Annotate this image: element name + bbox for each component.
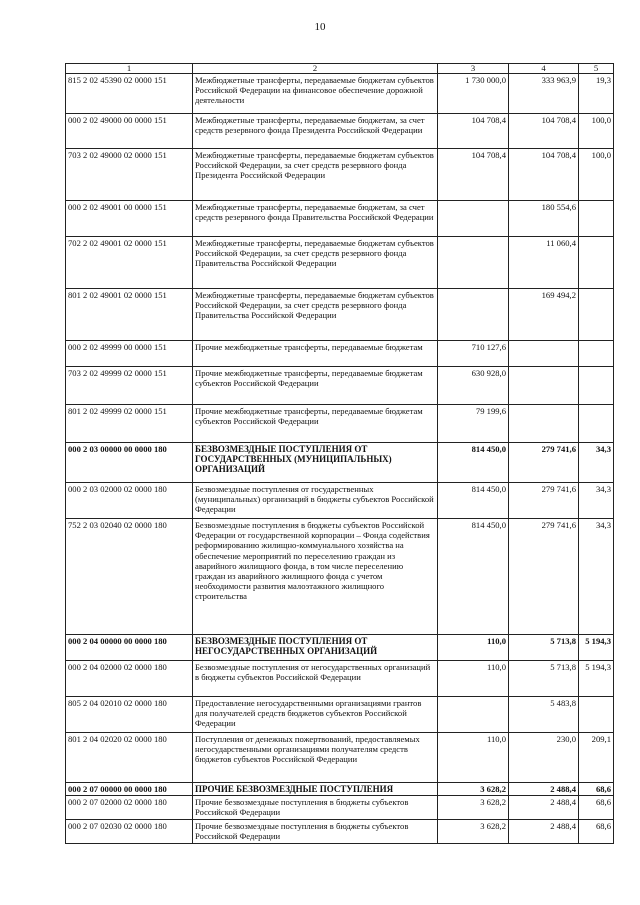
percent-cell <box>579 201 614 237</box>
planned-amount-cell <box>438 289 509 341</box>
planned-amount-cell: 3 628,2 <box>438 820 509 844</box>
planned-amount-cell: 3 628,2 <box>438 783 509 796</box>
description-cell: БЕЗВОЗМЕЗДНЫЕ ПОСТУПЛЕНИЯ ОТ ГОСУДАРСТВЕННЫХ (МУНИЦИПАЛЬНЫХ) ОРГАНИЗАЦИЙ <box>193 443 438 483</box>
description-cell: Прочие межбюджетные трансферты, передаваемые бюджетам субъектов Российской Федерации <box>193 367 438 405</box>
table-row <box>66 796 614 820</box>
planned-amount-cell: 110,0 <box>438 661 509 697</box>
budget-code-cell: 000 2 04 02000 02 0000 180 <box>66 661 193 697</box>
planned-amount-cell <box>438 697 509 733</box>
planned-amount-cell: 814 450,0 <box>438 443 509 483</box>
table-row <box>66 367 614 405</box>
actual-amount-cell: 230,0 <box>509 733 579 783</box>
column-header-1: 1 <box>66 64 193 74</box>
actual-amount-cell: 104 708,4 <box>509 149 579 201</box>
table-row <box>66 820 614 844</box>
actual-amount-cell: 2 488,4 <box>509 783 579 796</box>
column-header-5: 5 <box>579 64 614 74</box>
percent-cell: 34,3 <box>579 483 614 519</box>
budget-code-cell: 000 2 07 00000 00 0000 180 <box>66 783 193 796</box>
planned-amount-cell: 104 708,4 <box>438 114 509 149</box>
description-cell: Безвозмездные поступления в бюджеты субъектов Российской Федерации от государственной корпорации – Фонда содействия реформированию жилищно-коммунального хозяйства на обеспечение мероприятий по переселению граждан из аварийного жилищного фонда, в том числе переселению граждан из аварийного жилищного фонда с учетом необходимости развития малоэтажного жилищного строительства <box>193 519 438 635</box>
description-cell: Межбюджетные трансферты, передаваемые бюджетам субъектов Российской Федерации на финансовое обеспечение дорожной деятельности <box>193 74 438 114</box>
budget-code-cell: 703 2 02 49999 02 0000 151 <box>66 367 193 405</box>
column-header-3: 3 <box>438 64 509 74</box>
planned-amount-cell: 814 450,0 <box>438 519 509 635</box>
budget-code-cell: 000 2 02 49999 00 0000 151 <box>66 341 193 367</box>
table-row <box>66 341 614 367</box>
actual-amount-cell: 279 741,6 <box>509 519 579 635</box>
table-row <box>66 114 614 149</box>
actual-amount-cell: 104 708,4 <box>509 114 579 149</box>
table-row <box>66 149 614 201</box>
table-row <box>66 697 614 733</box>
planned-amount-cell <box>438 201 509 237</box>
budget-code-cell: 752 2 03 02040 02 0000 180 <box>66 519 193 635</box>
table-row <box>66 635 614 661</box>
percent-cell: 5 194,3 <box>579 661 614 697</box>
percent-cell: 209,1 <box>579 733 614 783</box>
percent-cell: 68,6 <box>579 796 614 820</box>
percent-cell <box>579 341 614 367</box>
percent-cell: 100,0 <box>579 149 614 201</box>
description-cell: Прочие безвозмездные поступления в бюджеты субъектов Российской Федерации <box>193 796 438 820</box>
planned-amount-cell: 710 127,6 <box>438 341 509 367</box>
actual-amount-cell: 279 741,6 <box>509 443 579 483</box>
page-number: 10 <box>314 21 326 33</box>
table-row <box>66 74 614 114</box>
table-row <box>66 289 614 341</box>
table-row <box>66 443 614 483</box>
planned-amount-cell: 3 628,2 <box>438 796 509 820</box>
table-row <box>66 201 614 237</box>
percent-cell: 34,3 <box>579 443 614 483</box>
percent-cell: 19,3 <box>579 74 614 114</box>
table-row <box>66 405 614 443</box>
percent-cell <box>579 405 614 443</box>
budget-code-cell: 000 2 02 49000 00 0000 151 <box>66 114 193 149</box>
actual-amount-cell: 333 963,9 <box>509 74 579 114</box>
percent-cell: 68,6 <box>579 783 614 796</box>
actual-amount-cell: 2 488,4 <box>509 796 579 820</box>
description-cell: Межбюджетные трансферты, передаваемые бюджетам субъектов Российской Федерации, за счет средств резервного фонда Правительства Российской Федерации <box>193 237 438 289</box>
budget-code-cell: 801 2 02 49001 02 0000 151 <box>66 289 193 341</box>
description-cell: БЕЗВОЗМЕЗДНЫЕ ПОСТУПЛЕНИЯ ОТ НЕГОСУДАРСТВЕННЫХ ОРГАНИЗАЦИЙ <box>193 635 438 661</box>
column-header-4: 4 <box>509 64 579 74</box>
budget-code-cell: 000 2 04 00000 00 0000 180 <box>66 635 193 661</box>
table-row <box>66 483 614 519</box>
budget-code-cell: 000 2 03 00000 00 0000 180 <box>66 443 193 483</box>
budget-code-cell: 000 2 03 02000 02 0000 180 <box>66 483 193 519</box>
description-cell: Безвозмездные поступления от негосударственных организаций в бюджеты субъектов Российской Федерации <box>193 661 438 697</box>
budget-code-cell: 801 2 04 02020 02 0000 180 <box>66 733 193 783</box>
percent-cell <box>579 237 614 289</box>
planned-amount-cell: 110,0 <box>438 733 509 783</box>
planned-amount-cell: 110,0 <box>438 635 509 661</box>
planned-amount-cell <box>438 237 509 289</box>
budget-code-cell: 000 2 07 02030 02 0000 180 <box>66 820 193 844</box>
percent-cell: 68,6 <box>579 820 614 844</box>
description-cell: Межбюджетные трансферты, передаваемые бюджетам субъектов Российской Федерации, за счет средств резервного фонда Президента Российской Федерации <box>193 149 438 201</box>
table-row <box>66 661 614 697</box>
actual-amount-cell: 2 488,4 <box>509 820 579 844</box>
description-cell: Межбюджетные трансферты, передаваемые бюджетам, за счет средств резервного фонда Президента Российской Федерации <box>193 114 438 149</box>
planned-amount-cell: 104 708,4 <box>438 149 509 201</box>
percent-cell <box>579 367 614 405</box>
description-cell: Межбюджетные трансферты, передаваемые бюджетам, за счет средств резервного фонда Правительства Российской Федерации <box>193 201 438 237</box>
actual-amount-cell: 180 554,6 <box>509 201 579 237</box>
description-cell: Прочие межбюджетные трансферты, передаваемые бюджетам субъектов Российской Федерации <box>193 405 438 443</box>
table-row <box>66 519 614 635</box>
description-cell: Прочие межбюджетные трансферты, передаваемые бюджетам <box>193 341 438 367</box>
description-cell: Прочие безвозмездные поступления в бюджеты субъектов Российской Федерации <box>193 820 438 844</box>
planned-amount-cell: 79 199,6 <box>438 405 509 443</box>
actual-amount-cell: 11 060,4 <box>509 237 579 289</box>
description-cell: Межбюджетные трансферты, передаваемые бюджетам субъектов Российской Федерации, за счет средств резервного фонда Правительства Российской Федерации <box>193 289 438 341</box>
table-row <box>66 733 614 783</box>
percent-cell: 100,0 <box>579 114 614 149</box>
planned-amount-cell: 630 928,0 <box>438 367 509 405</box>
actual-amount-cell: 5 713,8 <box>509 661 579 697</box>
planned-amount-cell: 814 450,0 <box>438 483 509 519</box>
percent-cell <box>579 697 614 733</box>
percent-cell: 34,3 <box>579 519 614 635</box>
percent-cell <box>579 289 614 341</box>
budget-code-cell: 815 2 02 45390 02 0000 151 <box>66 74 193 114</box>
actual-amount-cell: 169 494,2 <box>509 289 579 341</box>
actual-amount-cell: 5 483,8 <box>509 697 579 733</box>
actual-amount-cell: 279 741,6 <box>509 483 579 519</box>
description-cell: Поступления от денежных пожертвований, предоставляемых негосударственными организациями получателям средств бюджетов субъектов Российской Федерации <box>193 733 438 783</box>
budget-code-cell: 703 2 02 49000 02 0000 151 <box>66 149 193 201</box>
table-row <box>66 237 614 289</box>
actual-amount-cell: 5 713,8 <box>509 635 579 661</box>
planned-amount-cell: 1 730 000,0 <box>438 74 509 114</box>
actual-amount-cell <box>509 367 579 405</box>
description-cell: ПРОЧИЕ БЕЗВОЗМЕЗДНЫЕ ПОСТУПЛЕНИЯ <box>193 783 438 796</box>
column-header-2: 2 <box>193 64 438 74</box>
table-header-row <box>66 64 614 74</box>
actual-amount-cell <box>509 405 579 443</box>
actual-amount-cell <box>509 341 579 367</box>
budget-code-cell: 702 2 02 49001 02 0000 151 <box>66 237 193 289</box>
percent-cell: 5 194,3 <box>579 635 614 661</box>
budget-code-cell: 000 2 02 49001 00 0000 151 <box>66 201 193 237</box>
description-cell: Предоставление негосударственными организациями грантов для получателей средств бюджетов субъектов Российской Федерации <box>193 697 438 733</box>
budget-code-cell: 801 2 02 49999 02 0000 151 <box>66 405 193 443</box>
table-row <box>66 783 614 796</box>
description-cell: Безвозмездные поступления от государственных (муниципальных) организаций в бюджеты субъектов Российской Федерации <box>193 483 438 519</box>
budget-table <box>65 63 614 844</box>
budget-code-cell: 000 2 07 02000 02 0000 180 <box>66 796 193 820</box>
budget-code-cell: 805 2 04 02010 02 0000 180 <box>66 697 193 733</box>
